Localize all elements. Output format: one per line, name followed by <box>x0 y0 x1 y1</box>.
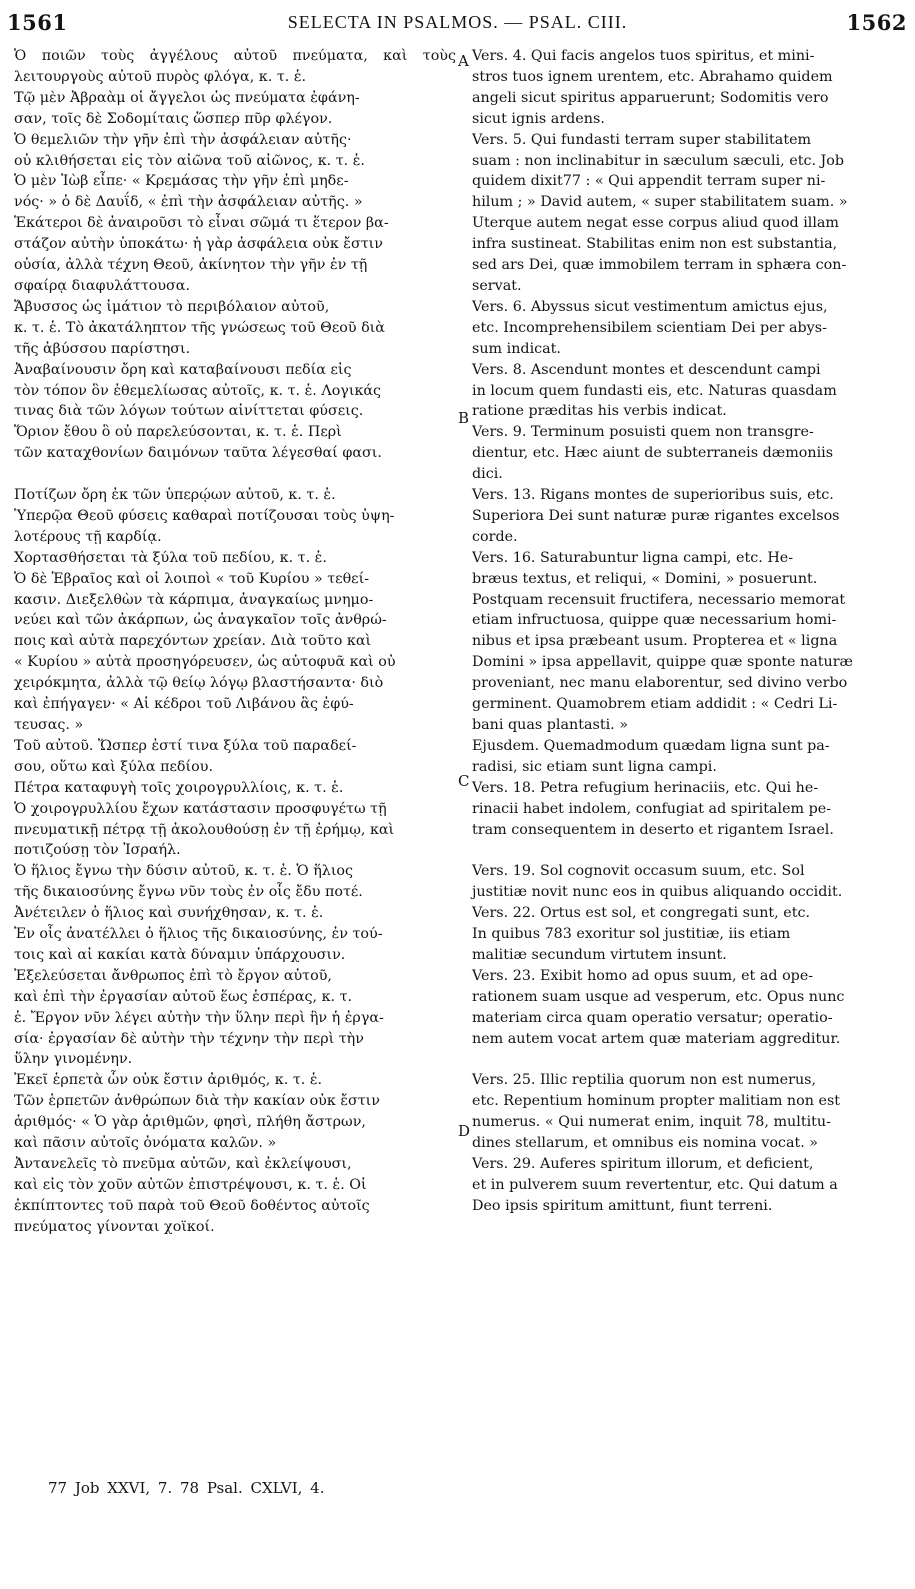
latin-text-line: sum indicat. <box>472 340 561 357</box>
greek-text-line: σία· ἐργασίαν δὲ αὐτὴν τὴν τέχνην τὴν περὶ τὴν <box>14 1030 364 1047</box>
greek-text-line: οὐσία, ἀλλὰ τέχνη Θεοῦ, ἀκίνητον τὴν γῆν ἐν τῇ <box>14 257 368 274</box>
greek-text-line: καὶ ἐπήγαγεν· « Αἱ κέδροι τοῦ Λιβάνου ἃς ἐφύ- <box>14 696 354 713</box>
greek-text-line: ἀριθμός· « Ὁ γὰρ ἀριθμῶν, φησὶ, πλήθη ἄστρων, <box>14 1114 366 1131</box>
latin-text-line: materiam circa quam operatio versatur; operatio- <box>472 1009 833 1026</box>
greek-text-line: σφαίρᾳ διαφυλάττουσα. <box>14 277 190 294</box>
greek-text-line: Τῷ μὲν Ἀβραὰμ οἱ ἄγγελοι ὡς πνεύματα ἐφάνη- <box>14 89 360 106</box>
latin-text-line: Vers. 29. Auferes spiritum illorum, et deficient, <box>472 1156 814 1172</box>
latin-text-line: numerus. « Qui numerat enim, inquit 78, multitu- <box>472 1114 831 1131</box>
latin-text-line: Vers. 23. Exibit homo ad opus suum, et ad ope- <box>472 967 814 984</box>
latin-text-line: Vers. 9. Terminum posuisti quem non transgre- <box>472 424 814 441</box>
latin-text-line: nem autem vocat artem quæ materiam aggreditur. <box>472 1030 841 1047</box>
greek-text-line: Ἐξελεύσεται ἄνθρωπος ἐπὶ τὸ ἔργον αὐτοῦ, <box>14 967 332 984</box>
margin-letter-d: D <box>458 1122 471 1140</box>
greek-text-line: Ὁ δὲ Ἑβραῖος καὶ οἱ λοιποὶ « τοῦ Κυρίου » τεθεί- <box>14 570 370 587</box>
latin-text-line: corde. <box>472 528 518 545</box>
greek-text-line: σου, οὕτω καὶ ξύλα πεδίου. <box>14 758 213 775</box>
latin-text-line: Vers. 19. Sol cognovit occasum suum, etc. Sol <box>472 863 805 880</box>
greek-text-line: Ἀναβαίνουσιν ὄρη καὶ καταβαίνουσι πεδία εἰς <box>14 361 352 378</box>
latin-text-line: Vers. 8. Ascendunt montes et descendunt campi <box>472 361 821 378</box>
latin-text-line: rinacii habet indolem, confugiat ad spiritalem pe- <box>472 800 832 817</box>
left-column-number: 1561 <box>7 10 68 35</box>
latin-text-line: suam : non inclinabitur in sæculum sæculi, etc. Job <box>472 152 845 169</box>
greek-text-line: Ἐκεῖ ἑρπετὰ ὧν οὐκ ἔστιν ἀριθμός, κ. τ. ἑ. <box>14 1072 323 1089</box>
greek-text-line: ὕλην γινομένην. <box>14 1051 133 1068</box>
latin-text-line: Superiora Dei sunt naturæ puræ rigantes excelsos <box>472 507 840 524</box>
greek-text-line: Ὑπερῷα Θεοῦ φύσεις καθαραὶ ποτίζουσαι τοὺς ὑψη- <box>14 507 395 524</box>
latin-text-line: Domini » ipsa appellavit, quippe quæ sponte naturæ <box>472 654 853 671</box>
greek-text-line: ἑ. Ἔργον νῦν λέγει αὐτὴν τὴν ὕλην περὶ ἣν ἡ ἐργα- <box>14 1009 384 1026</box>
latin-text-line: sicut ignis ardens. <box>472 110 605 127</box>
greek-text-line: Ὁ χοιρογρυλλίου ἔχων κατάστασιν προσφυγέτω τῇ <box>14 800 387 817</box>
margin-letter-c: C <box>458 772 470 790</box>
margin-letter-b: B <box>458 409 470 427</box>
greek-text-line: πνεύματος γίνονται χοϊκοί. <box>14 1218 215 1235</box>
greek-text-line: Ὁ θεμελιῶν τὴν γῆν ἐπὶ τὴν ἀσφάλειαν αὐτῆς· <box>14 131 352 148</box>
greek-text-line: νός· » ὁ δὲ Δαυΐδ, « ἐπὶ τὴν ἀσφάλειαν αὐτῆς. » <box>14 194 363 211</box>
latin-text-line: Uterque autem negat esse corpus aliud quod illam <box>472 215 839 232</box>
latin-text-line: sed ars Dei, quæ immobilem terram in sphæra con- <box>472 257 847 274</box>
greek-text-line: κ. τ. ἑ. Τὸ ἀκατάληπτον τῆς γνώσεως τοῦ Θεοῦ διὰ <box>14 319 385 336</box>
latin-text-line: Vers. 18. Petra refugium herinaciis, etc. Qui he- <box>472 779 819 796</box>
latin-text-line: etc. Incomprehensibilem scientiam Dei per abys- <box>472 319 827 336</box>
greek-text-line: τῆς ἀβύσσου παρίστησι. <box>14 340 191 357</box>
latin-text-line: dines stellarum, et omnibus eis nomina vocat. » <box>472 1135 819 1152</box>
latin-text-line: stros tuos ignem urentem, etc. Abrahamo quidem <box>472 68 833 85</box>
latin-text-line: Deo ipsis spiritum amittunt, fiunt terreni. <box>472 1197 773 1214</box>
latin-text-line: Vers. 5. Qui fundasti terram super stabilitatem <box>472 131 812 148</box>
greek-text-line: ποτιζούσῃ τὸν Ἰσραήλ. <box>14 842 181 859</box>
latin-text-line: dientur, etc. Hæc aiunt de subterraneis dæmoniis <box>472 445 834 462</box>
greek-text-line: τινας διὰ τῶν λόγων τούτων αἰνίττεται φύσεις. <box>14 403 364 420</box>
greek-text-line: ἐκπίπτοντες τοῦ παρὰ τοῦ Θεοῦ δοθέντος αὐτοῖς <box>14 1197 370 1214</box>
latin-text-line: angeli sicut spiritus apparuerunt; Sodomitis vero <box>472 89 829 106</box>
greek-text-line: Τῶν ἑρπετῶν ἀνθρώπων διὰ τὴν κακίαν οὐκ ἔστιν <box>14 1093 380 1110</box>
latin-text-line: in locum quem fundasti eis, etc. Naturas quasdam <box>472 382 837 399</box>
greek-text-line: ποις καὶ αὐτὰ παρεχόντων χρείαν. Διὰ τοῦτο καὶ <box>14 633 372 650</box>
footnotes: 77 Job XXVI, 7. 78 Psal. CXLVI, 4. <box>48 1479 325 1497</box>
latin-text-line: servat. <box>472 277 522 294</box>
page-header <box>0 0 915 40</box>
latin-text-line: malitiæ secundum virtutem insunt. <box>472 946 727 963</box>
greek-text-line: Χορτασθήσεται τὰ ξύλα τοῦ πεδίου, κ. τ. ἑ. <box>14 549 327 566</box>
latin-text-line: Vers. 4. Qui facis angelos tuos spiritus, et mini- <box>472 48 815 64</box>
latin-text-line: germinent. Quamobrem etiam addidit : « Cedri Li- <box>472 696 838 713</box>
greek-text-line: καὶ πᾶσιν αὐτοῖς ὀνόματα καλῶν. » <box>14 1135 277 1152</box>
greek-text-line: τὸν τόπον ὃν ἐθεμελίωσας αὐτοῖς, κ. τ. ἑ. Λογικάς <box>14 382 382 399</box>
latin-text-line: tram consequentem in deserto et rigantem Israel. <box>472 821 834 838</box>
greek-text-line: Ὁ ἥλιος ἔγνω τὴν δύσιν αὐτοῦ, κ. τ. ἑ. Ὁ ἥλιος <box>14 863 354 880</box>
latin-text-line: etiam infructuosa, quippe quæ necessarium homi- <box>472 612 837 629</box>
greek-text-line: Τοῦ αὐτοῦ. Ὥσπερ ἐστί τινα ξύλα τοῦ παραδεί- <box>14 737 357 754</box>
latin-text-line: Vers. 13. Rigans montes de superioribus suis, etc. <box>472 487 834 504</box>
latin-text-line: Vers. 22. Ortus est sol, et congregati sunt, etc. <box>472 905 811 922</box>
greek-text-line: τῶν καταχθονίων δαιμόνων ταῦτα λέγεσθαί φασι. <box>14 445 382 462</box>
latin-text-line: proveniant, nec manu elaborentur, sed divino verbo <box>472 675 848 692</box>
greek-text-line: οὐ κλιθήσεται εἰς τὸν αἰῶνα τοῦ αἰῶνος, κ. τ. ἑ. <box>14 152 365 169</box>
greek-text-column <box>14 46 456 1238</box>
latin-text-line: Vers. 25. Illic reptilia quorum non est numerus, <box>472 1072 817 1089</box>
latin-text-line: ratione præditas his verbis indicat. <box>472 403 727 420</box>
greek-text-line: κασιν. Διεξελθὼν τὰ κάρπιμα, ἀναγκαίως μνημο- <box>14 591 374 608</box>
greek-text-line: « Κυρίου » αὐτὰ προσηγόρευσεν, ὡς αὐτοφυᾶ καὶ οὐ <box>14 654 396 671</box>
greek-text-line: τευσας. » <box>14 716 84 733</box>
latin-text-line: infra sustineat. Stabilitas enim non est substantia, <box>472 236 838 253</box>
latin-text-line: radisi, sic etiam sunt ligna campi. <box>472 758 717 775</box>
greek-text-line: Ἀνέτειλεν ὁ ἥλιος καὶ συνήχθησαν, κ. τ. ἑ. <box>14 905 324 922</box>
latin-text-line: justitiæ novit nunc eos in quibus aliquando occidit. <box>472 884 843 901</box>
greek-text-line: Πέτρα καταφυγὴ τοῖς χοιρογρυλλίοις, κ. τ. ἑ. <box>14 779 344 796</box>
latin-text-column <box>472 46 892 1217</box>
greek-text-line: σαν, τοῖς δὲ Σοδομίταις ὥσπερ πῦρ φλέγον. <box>14 110 333 127</box>
latin-text-line: rationem suam usque ad vesperum, etc. Opus nunc <box>472 988 845 1005</box>
latin-text-line: Postquam recensuit fructifera, necessario memorat <box>472 591 846 608</box>
latin-text-line: hilum ; » David autem, « super stabilitatem suam. » <box>472 194 848 211</box>
running-title: SELECTA IN PSALMOS. — PSAL. CIII. <box>287 12 628 32</box>
greek-text-line: Ἄβυσσος ὡς ἱμάτιον τὸ περιβόλαιον αὐτοῦ, <box>14 298 330 315</box>
right-column-number: 1562 <box>846 10 907 35</box>
greek-text-line: Ἐν οἷς ἀνατέλλει ὁ ἥλιος τῆς δικαιοσύνης, ἐν τού- <box>14 926 383 943</box>
latin-text-line: etc. Repentium hominum propter malitiam non est <box>472 1093 841 1110</box>
greek-text-line: Ἀντανελεῖς τὸ πνεῦμα αὐτῶν, καὶ ἐκλείψουσι, <box>14 1156 352 1173</box>
latin-text-line: dici. <box>472 466 503 483</box>
latin-text-line: bani quas plantasti. » <box>472 717 628 733</box>
greek-text-line: Ὁ ποιῶν τοὺς ἀγγέλους αὐτοῦ πνεύματα, καὶ τοὺς λειτουργοὺς αὐτοῦ πυρὸς φλόγα, κ. τ. ἑ. <box>14 48 456 85</box>
greek-text-line: χειρόκμητα, ἀλλὰ τῷ θείῳ λόγῳ βλαστήσαντα· διὸ <box>14 675 384 692</box>
greek-text-line: καὶ εἰς τὸν χοῦν αὐτῶν ἐπιστρέψουσι, κ. τ. ἑ. Οἱ <box>14 1176 367 1193</box>
latin-text-line: Vers. 6. Abyssus sicut vestimentum amictus ejus, <box>472 298 828 315</box>
latin-text-line <box>472 840 892 861</box>
greek-text-line: Ὅριον ἔθου ὃ οὐ παρελεύσονται, κ. τ. ἑ. Περὶ <box>14 424 342 441</box>
latin-text-line: nibus et ipsa præbeant usum. Propterea et « ligna <box>472 633 838 650</box>
greek-text-line: Ποτίζων ὄρη ἐκ τῶν ὑπερῴων αὐτοῦ, κ. τ. ἑ. <box>14 487 336 504</box>
greek-text-line <box>14 464 456 485</box>
greek-text-line: στάζον αὐτὴν ὑποκάτω· ἡ γὰρ ἀσφάλεια οὐκ ἔστιν <box>14 236 383 253</box>
latin-text-line: Ejusdem. Quemadmodum quædam ligna sunt pa- <box>472 737 830 754</box>
greek-text-line: Ὁ μὲν Ἰὼβ εἶπε· « Κρεμάσας τὴν γῆν ἐπὶ μηδε- <box>14 173 349 190</box>
greek-text-line: νεύει καὶ τῶν ἀκάρπων, ὡς ἀναγκαῖον τοῖς ἀνθρώ- <box>14 612 387 629</box>
greek-text-line: λοτέρους τῇ καρδίᾳ. <box>14 528 162 545</box>
latin-text-line: et in pulverem suum revertentur, etc. Qui datum a <box>472 1176 838 1193</box>
greek-text-line: τοις καὶ αἱ κακίαι κατὰ δύναμιν ὑπάρχουσιν. <box>14 946 346 963</box>
latin-text-line <box>472 1049 892 1070</box>
latin-text-line: bræus textus, et reliqui, « Domini, » posuerunt. <box>472 570 818 587</box>
greek-text-line: καὶ ἐπὶ τὴν ἐργασίαν αὐτοῦ ἕως ἑσπέρας, κ. τ. <box>14 988 353 1005</box>
greek-text-line: τῆς δικαιοσύνης ἔγνω νῦν τοὺς ἐν οἷς ἔδυ ποτέ. <box>14 884 363 901</box>
greek-text-line: πνευματικῇ πέτρᾳ τῇ ἀκολουθούσῃ ἐν τῇ ἐρήμῳ, καὶ <box>14 821 395 838</box>
margin-letter-a: A <box>458 52 469 70</box>
latin-text-line: quidem dixit77 : « Qui appendit terram super ni- <box>472 173 826 190</box>
greek-text-line: Ἑκάτεροι δὲ ἀναιροῦσι τὸ εἶναι σῶμά τι ἕτερον βα- <box>14 215 389 232</box>
latin-text-line: Vers. 16. Saturabuntur ligna campi, etc. He- <box>472 549 794 566</box>
latin-text-line: In quibus 783 exoritur sol justitiæ, iis etiam <box>472 926 791 943</box>
